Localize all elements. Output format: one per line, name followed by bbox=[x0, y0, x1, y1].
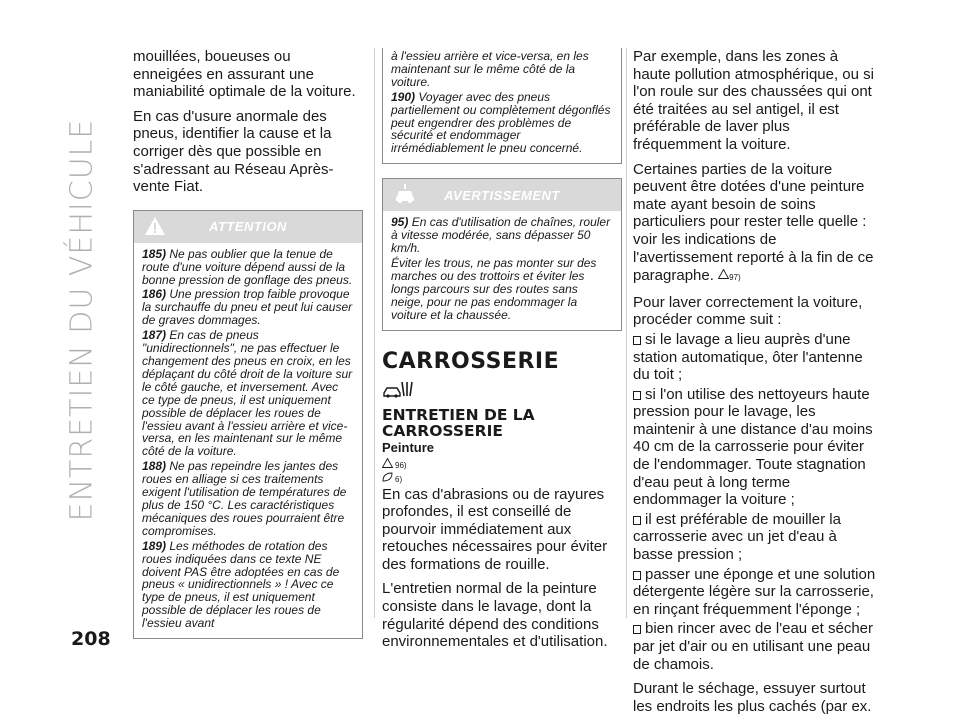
paragraph-sechage: Durant le séchage, essuyer surtout les endroits les plus cachés (par ex. bbox=[633, 680, 872, 715]
avertissement-box bbox=[382, 178, 622, 330]
attention-box bbox=[133, 210, 363, 639]
paragraph-procedure: Pour laver correctement la voiture, procéder comme suit : bbox=[633, 293, 863, 329]
note-188: 188) Ne pas repeindre les jantes des roues en alliage si ces traitements exigent l'utilisation de températures de plus de 150 °C. Les caractéristiques mécaniques des roues pourraient être compromises. bbox=[142, 459, 347, 538]
attention-box-continued bbox=[382, 48, 622, 164]
checkbox-bullet-icon bbox=[633, 336, 641, 345]
column-divider-2 bbox=[626, 48, 627, 618]
subsection-peinture: Peinture bbox=[382, 439, 435, 455]
note-95: 95) En cas d'utilisation de chaînes, rouler à vitesse modérée, sans dépasser 50 km/h. bbox=[391, 215, 611, 256]
paragraph-pollution: Par exemple, dans les zones à haute pollution atmosphérique, ou si l'on roule sur des chaussées qui ont été traitées au sel antigel, il est préférable de laver plus fréquemment la voiture. bbox=[633, 48, 874, 153]
bullet-item: si l'on utilise des nettoyeurs haute pression pour le lavage, les maintenir à une distance d'au moins 40 cm de la carrosserie pour éviter de l'endommager. Toute stagnation d'eau peut à long terme endommager la voiture ; bbox=[633, 385, 873, 509]
intro-paragraph-1: mouillées, boueuses ou enneigées en assurant une maniabilité optimale de la voiture. bbox=[133, 48, 356, 101]
note-95-continued: Éviter les trous, ne pas monter sur des marches ou des trottoirs et éviter les longs parcours sur des routes sans neige, pour ne pas endommager la voiture et la chaussée. bbox=[391, 255, 597, 322]
sidebar-chapter-title: ENTRETIEN DU VÉHICULE bbox=[64, 118, 100, 522]
bullet-item: passer une éponge et une solution détergente légère sur la carrosserie, en rinçant fréquemment l'éponge ; bbox=[633, 565, 876, 618]
page-number: 208 bbox=[71, 628, 111, 650]
checkbox-bullet-icon bbox=[633, 625, 641, 634]
intro-paragraph-2: En cas d'usure anormale des pneus, identifier la cause et la corriger dès que possible en s'adressant au Réseau Après-vente Fiat. bbox=[133, 107, 334, 196]
column-divider-1 bbox=[374, 48, 375, 618]
small-warning-icon bbox=[718, 266, 729, 284]
checkbox-bullet-icon bbox=[633, 571, 641, 580]
peinture-paragraph-1: En cas d'abrasions ou de rayures profondes, il est conseillé de pourvoir immédiatement aux retouches nécessaires pour éviter des formations de rouille. bbox=[382, 485, 608, 573]
attention-title: ATTENTION bbox=[209, 219, 287, 235]
attention-notes-continued bbox=[383, 48, 621, 163]
paragraph-mate: Certaines parties de la voiture peuvent être dotées d'une peinture mate ayant besoin de soins particuliers pour rester telle quelle : voir les indications de l'avertissement reporté à la fin de ce paragraphe. 97) bbox=[633, 160, 874, 285]
avertissement-box-header bbox=[383, 179, 621, 211]
section-title-carrosserie: CARROSSERIE bbox=[382, 348, 560, 374]
checkbox-bullet-icon bbox=[633, 391, 641, 400]
bullet-item: il est préférable de mouiller la carrosserie avec un jet d'eau à basse pression ; bbox=[633, 510, 841, 564]
column-2 bbox=[382, 48, 622, 658]
note-185: 185) Ne pas oublier que la tenue de route d'une voiture dépend aussi de la bonne pression de gonflage des pneus. bbox=[142, 246, 353, 287]
peinture-paragraph-2: L'entretien normal de la peinture consiste dans le lavage, dont la régularité dépend des conditions environnementales et d'utilisation. bbox=[382, 580, 608, 651]
note-189: 189) Les méthodes de rotation des roues indiquées dans ce texte NE doivent PAS être adoptées en cas de pneus « unidirectionnels » ! Avec ce type de pneus, il est uniquement possible de déplacer les roues de l'essieu avant bbox=[142, 538, 340, 631]
attention-notes bbox=[134, 243, 362, 638]
reference-6: 6) bbox=[382, 472, 622, 484]
bullet-item: bien rincer avec de l'eau et sécher par jet d'air ou en utilisant une peau de chamois. bbox=[633, 620, 873, 673]
attention-box-header bbox=[134, 211, 362, 243]
car-warning-icon bbox=[393, 183, 417, 210]
bullet-item: si le lavage a lieu auprès d'une station automatique, ôter l'antenne du toit ; bbox=[633, 330, 863, 384]
column-3 bbox=[633, 48, 879, 722]
column-1 bbox=[133, 48, 363, 639]
warning-triangle-icon bbox=[144, 215, 166, 242]
avertissement-title: AVERTISSEMENT bbox=[444, 187, 560, 203]
note-186: 186) Une pression trop faible provoque la surchauffe du pneu et peut lui causer de graves dommages. bbox=[142, 287, 353, 328]
car-wash-icon bbox=[382, 380, 622, 403]
avertissement-notes bbox=[383, 211, 621, 329]
small-leaf-icon bbox=[382, 472, 393, 484]
subsection-title: ENTRETIEN DE LA CARROSSERIE bbox=[382, 405, 535, 440]
note-187: 187) En cas de pneus "unidirectionnels", ne pas effectuer le changement des pneus en croix, en les déplaçant du côté droit de la voiture sur le côté gauche, et inversement. Avec ce type de pneus, il est uniquement possible de déplacer les roues de l'essieu avant à l'essieu arrière et vice-versa, en les maintenant sur le même côté de la voiture. bbox=[142, 328, 353, 459]
note-190: 190) Voyager avec des pneus partiellement ou complètement dégonflés peut engendrer des problèmes de sécurité et endommager irrémédiablement le pneu concerné. bbox=[391, 89, 611, 156]
checkbox-bullet-icon bbox=[633, 516, 641, 525]
note-189-continued: à l'essieu arrière et vice-versa, en les maintenant sur le même côté de la voiture. bbox=[391, 49, 589, 89]
reference-96: 96) bbox=[382, 458, 622, 470]
small-warning-icon bbox=[382, 458, 393, 470]
